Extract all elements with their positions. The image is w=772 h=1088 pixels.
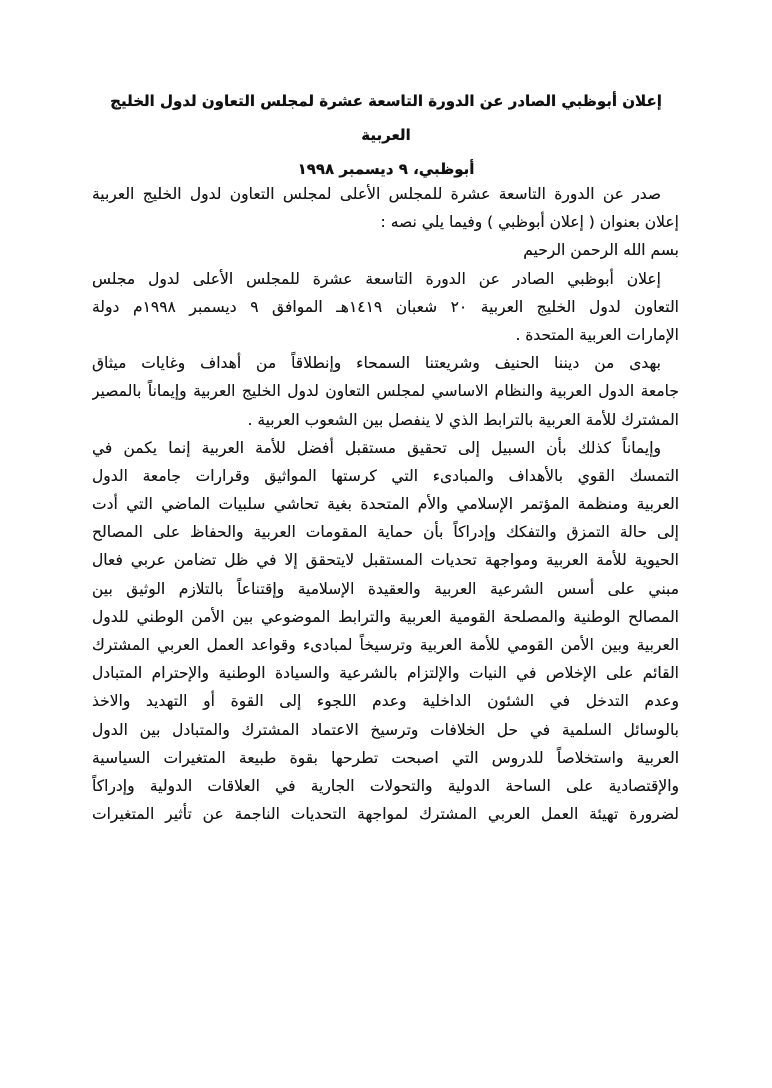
body-line: صدر عن الدورة التاسعة عشرة للمجلس الأعلى لمجلس التعاون لدول الخليج العربية: [92, 185, 661, 203]
body-line: الحيوية للأمة العربية ومواجهة تحديات المستقبل لايتحقق إلا في ظل تضامن عربي فعال: [92, 551, 679, 570]
body-line-basmala: بسم الله الرحمن الرحيم: [523, 241, 679, 260]
body-line: وعدم التدخل في الشئون الداخلية وعدم اللجوء إلى القوة أو التهديد والاخذ: [92, 692, 679, 711]
body-line: إعلان أبوظبي الصادر عن الدورة التاسعة عشرة للمجلس الأعلى لدول مجلس: [92, 269, 661, 288]
title-line-1: إعلان أبوظبي الصادر عن الدورة التاسعة عشرة لمجلس التعاون لدول الخليج العربية: [110, 92, 662, 144]
body-line: مبني على أسس الشرعية العربية والعقيدة الإسلامية وإقتناعاً بالتلازم الوثيق بين: [92, 579, 679, 598]
body-line: الإمارات العربية المتحدة .: [515, 325, 679, 344]
document-title: [92, 84, 680, 186]
body-line: جامعة الدول العربية والنظام الاساسي لمجلس التعاون لدول الخليج العربية وإيماناً بالمصير: [92, 382, 679, 401]
body-line: وإيماناً كذلك بأن السبيل إلى تحقيق مستقبل أفضل للأمة العربية إنما يكمن في: [92, 438, 661, 457]
body-line: العربية واستخلاصاً للدروس التي اصبحت تطرحها بقوة طبيعة المتغيرات السياسية: [92, 748, 679, 767]
body-line: القائم على الإخلاص في النيات والإلتزام بالشرعية والسيادة الوطنية والإحترام المتبادل: [92, 664, 679, 683]
body-line: إلى حالة التمزق والتفكك وإدراكاً بأن حماية المقومات العربية والحفاظ على المصالح: [92, 523, 679, 542]
body-line: والإقتصادية على الساحة الدولية والتحولات الجارية في العلاقات الدولية وإدراكاً: [92, 776, 679, 795]
body-line: التمسك القوي بالأهداف والمبادىء التي كرستها المواثيق وقرارات جامعة الدول: [92, 466, 679, 485]
body-line: إعلان بعنوان ( إعلان أبوظبي ) وفيما يلي نصه :: [380, 213, 679, 232]
title-line-2: أبوظبي، ٩ ديسمبر ١٩٩٨: [297, 160, 475, 178]
body-line: لضرورة تهيئة العمل العربي المشترك لمواجهة التحديات الناجمة عن تأثير المتغيرات: [92, 805, 679, 824]
body-line: المشترك للأمة العربية بالترابط الذي لا ينفصل بين الشعوب العربية .: [247, 410, 679, 429]
body-line: بالوسائل السلمية في حل الخلافات وترسيخ الاعتماد المشترك والمتبادل بين الدول: [92, 720, 679, 739]
body-line: العربية وبين الأمن القومي للأمة العربية وترسيخاً لمبادىء وقواعد العمل العربي المشترك: [92, 636, 679, 654]
body-line: العربية ومنظمة المؤتمر الإسلامي والأم المتحدة بغية تحاشي سلبيات الماضي التي أدت: [92, 495, 679, 514]
body-line: بهدى من ديننا الحنيف وشريعتنا السمحاء وإنطلاقاً من أهداف وغايات ميثاق: [92, 354, 661, 373]
body-line: التعاون لدول الخليج العربية ٢٠ شعبان ١٤١٩هـ الموافق ٩ ديسمبر ١٩٩٨م دولة: [92, 297, 679, 316]
document-body: [92, 180, 679, 828]
body-line: المصالح الوطنية والمصلحة القومية العربية والترابط الموضوعي بين الأمن الوطني للدول: [92, 607, 679, 626]
